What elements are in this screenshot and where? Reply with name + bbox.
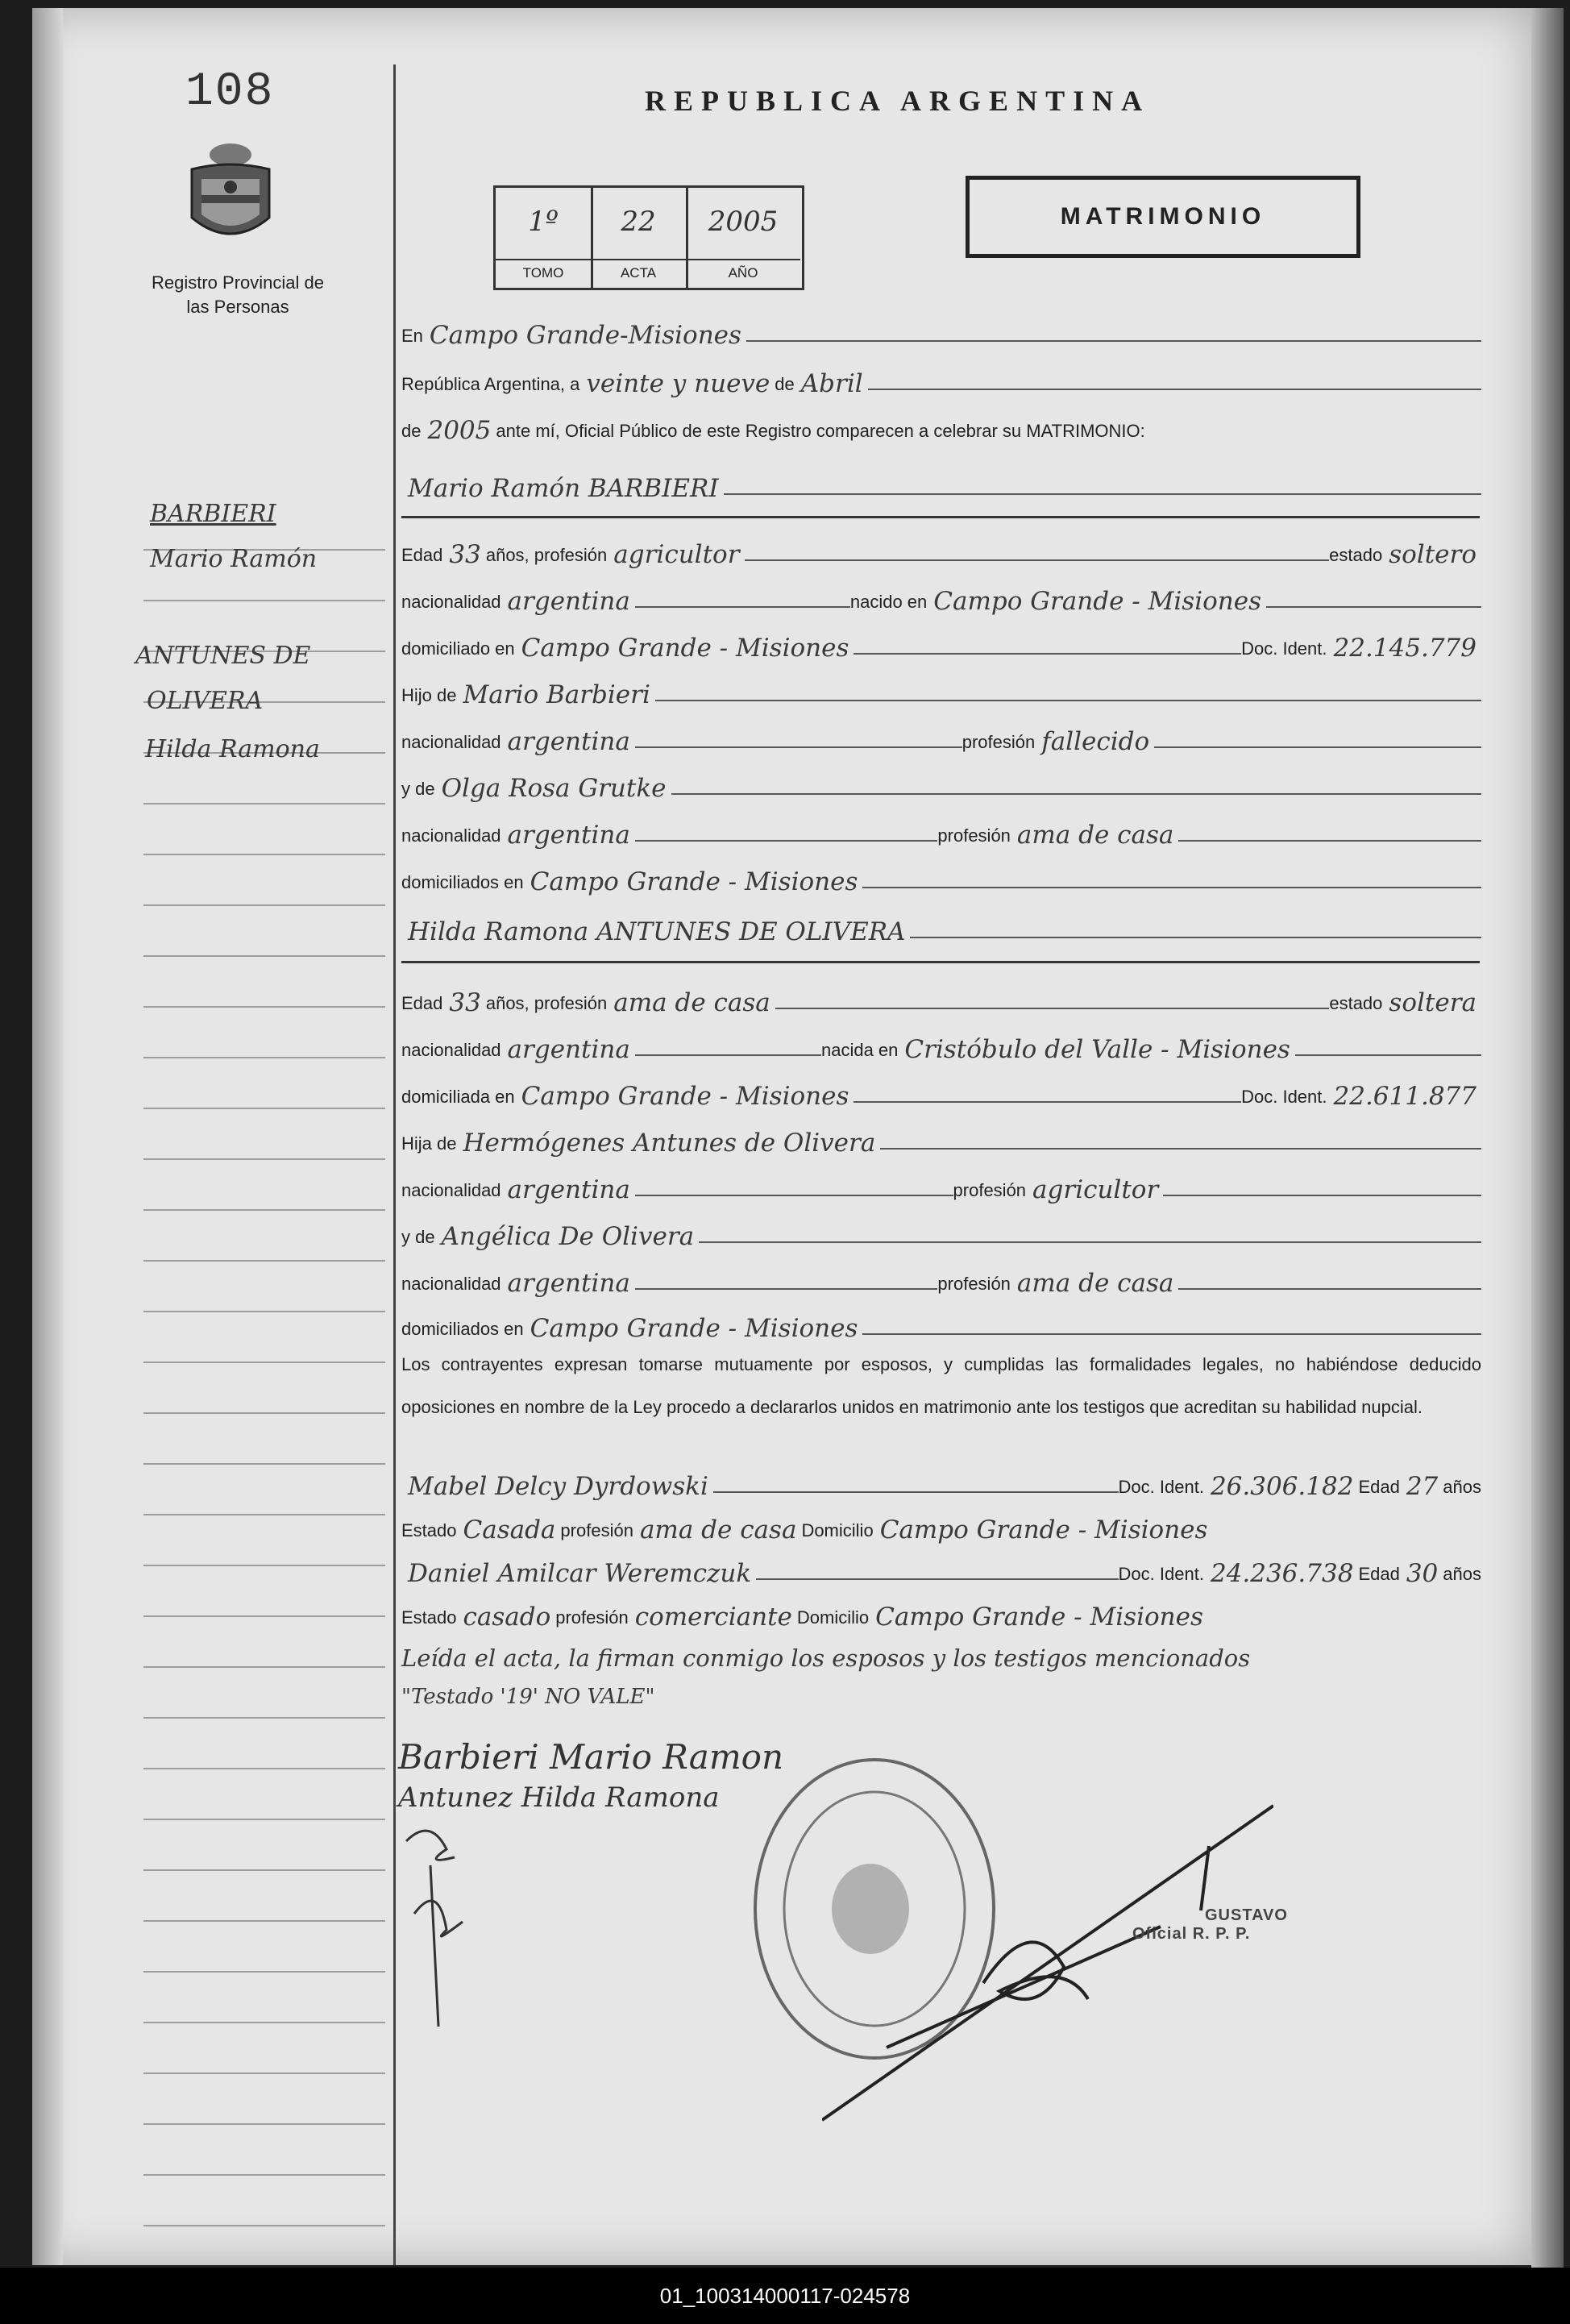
wife-doc: 22.611.877 <box>1333 1082 1477 1111</box>
label-nacionalidad: nacionalidad <box>401 592 501 612</box>
witness-2-profession: comerciante <box>634 1603 792 1632</box>
row-husband-mother <box>401 767 1481 803</box>
document-type-box <box>966 176 1360 258</box>
official-stamp-title: Oficial R. P. P. <box>1132 1925 1251 1943</box>
declaration-text: Los contrayentes expresan tomarse mutuamente por esposos, y cumplidas las formalidades legales, no habiéndose deducido oposiciones en nombre de la Ley procedo a declararlos unidos en matrimonio ante los testigos que acreditan su habilidad nupcial. <box>401 1354 1481 1417</box>
label-y-de: y de <box>401 779 435 799</box>
row-husband-mother-nat <box>401 814 1481 850</box>
label-estado: Estado <box>401 1520 457 1540</box>
acta-value: 22 <box>621 206 656 238</box>
closing-note: Leída el acta, la firman conmigo los esposos y los testigos mencionados <box>401 1644 1251 1672</box>
witness-1-age: 27 <box>1406 1472 1439 1501</box>
row-wife-father-nat <box>401 1169 1481 1204</box>
acta-cell <box>591 188 688 288</box>
row-wife-mother <box>401 1216 1481 1251</box>
record-number-box <box>493 185 804 290</box>
marriage-place: Campo Grande-Misiones <box>429 321 741 350</box>
row-wife-mother-nat <box>401 1262 1481 1298</box>
row-husband-father-nat <box>401 721 1481 756</box>
page-binding <box>32 8 63 2265</box>
wife-status: soltera <box>1389 988 1477 1017</box>
wife-domicile: Campo Grande - Misiones <box>521 1082 849 1111</box>
label-hija: Hija de <box>401 1133 457 1154</box>
wife-full-name: Hilda Ramona ANTUNES DE OLIVERA <box>408 917 906 946</box>
witness-2-age: 30 <box>1406 1559 1439 1588</box>
label-estado: Estado <box>401 1607 457 1628</box>
witness-1-domicile: Campo Grande - Misiones <box>879 1515 1208 1544</box>
label-hijo: Hijo de <box>401 685 457 705</box>
margin-wife-names: Hilda Ramona <box>145 735 320 763</box>
margin-wife-surname-2: OLIVERA <box>147 687 264 715</box>
label-edad: Edad <box>401 545 443 565</box>
official-signature-icon <box>822 1798 1273 2128</box>
label-domiciliado: domiciliado en <box>401 638 515 659</box>
official-stamp-text <box>1020 1906 1288 1944</box>
label-profesion: profesión <box>962 732 1036 752</box>
label-domiciliados: domiciliados en <box>401 872 524 892</box>
wife-birthplace: Cristóbulo del Valle - Misiones <box>904 1035 1290 1064</box>
wife-mother: Angélica De Olivera <box>441 1222 695 1251</box>
row-wife-domicile <box>401 1075 1481 1111</box>
row-wife-parents-domicile <box>401 1308 1481 1343</box>
label-domicilio: Domicilio <box>801 1520 874 1540</box>
row-place <box>401 314 1481 350</box>
margin-divider <box>393 64 396 2265</box>
label-edad: Edad <box>1358 1564 1400 1584</box>
wife-mother-profession: ama de casa <box>1016 1269 1174 1298</box>
label-nacionalidad: nacionalidad <box>401 732 501 752</box>
witness-1-status: Casada <box>463 1515 556 1544</box>
label-nacionalidad: nacionalidad <box>401 1180 501 1200</box>
intro-text: ante mí, Oficial Público de este Registro comparecen a celebrar su MATRIMONIO: <box>496 421 1145 441</box>
husband-signature: Barbieri Mario Ramon <box>398 1737 783 1777</box>
row-year <box>401 410 1481 445</box>
label-edad: Edad <box>401 993 443 1013</box>
country-title: REPUBLICA ARGENTINA <box>645 85 1151 117</box>
row-husband-domicile <box>401 627 1481 663</box>
label-doc: Doc. Ident. <box>1118 1564 1204 1584</box>
anio-label: AÑO <box>686 259 800 281</box>
wife-father-nationality: argentina <box>507 1175 630 1204</box>
label-anos-profesion: años, profesión <box>485 993 608 1013</box>
label-profesion: profesión <box>560 1520 633 1540</box>
row-husband-name <box>401 468 1481 503</box>
label-nacida: nacida en <box>820 1040 899 1060</box>
husband-mother-profession: ama de casa <box>1016 821 1174 850</box>
folio-number: 108 <box>185 66 275 118</box>
label-de: de <box>775 374 795 394</box>
husband-status: soltero <box>1389 540 1477 569</box>
husband-father: Mario Barbieri <box>463 680 650 709</box>
margin-husband-surname: BARBIERI <box>150 500 276 528</box>
anio-cell <box>686 188 800 288</box>
wife-parents-domicile: Campo Grande - Misiones <box>530 1314 858 1343</box>
label-y-de: y de <box>401 1227 435 1247</box>
row-wife-name <box>401 911 1481 946</box>
row-wife-nationality <box>401 1029 1481 1064</box>
witness-1-name: Mabel Delcy Dyrdowski <box>408 1472 708 1501</box>
anio-value: 2005 <box>708 206 779 238</box>
marriage-year: 2005 <box>427 416 492 445</box>
label-profesion: profesión <box>937 1274 1011 1294</box>
label-edad: Edad <box>1358 1477 1400 1497</box>
section-separator <box>401 516 1480 518</box>
image-id-footer: 01_100314000117-024578 <box>0 2268 1570 2324</box>
label-domiciliada: domiciliada en <box>401 1087 515 1107</box>
section-separator <box>401 961 1480 963</box>
husband-domicile: Campo Grande - Misiones <box>521 634 849 663</box>
wife-age: 33 <box>449 988 481 1017</box>
label-en: En <box>401 326 423 346</box>
marriage-day: veinte y nueve <box>586 369 770 398</box>
label-profesion: profesión <box>953 1180 1027 1200</box>
row-wife-age <box>401 982 1481 1017</box>
witness-2-name: Daniel Amilcar Weremczuk <box>408 1559 752 1588</box>
witness-2-doc: 24.236.738 <box>1210 1559 1354 1588</box>
wife-father: Hermógenes Antunes de Olivera <box>463 1129 876 1158</box>
label-doc: Doc. Ident. <box>1241 638 1327 659</box>
label-anos: años <box>1443 1477 1481 1497</box>
label-estado: estado <box>1329 993 1383 1013</box>
husband-full-name: Mario Ramón BARBIERI <box>408 474 719 503</box>
row-date <box>401 363 1481 398</box>
row-witness-1-details <box>401 1509 1481 1544</box>
row-witness-1 <box>401 1465 1481 1501</box>
row-husband-parents-domicile <box>401 861 1481 896</box>
husband-age: 33 <box>449 540 481 569</box>
row-husband-age <box>401 534 1481 569</box>
tomo-value: 1º <box>528 206 559 238</box>
husband-parents-domicile: Campo Grande - Misiones <box>530 867 858 896</box>
husband-father-profession: fallecido <box>1041 727 1150 756</box>
wife-nationality: argentina <box>507 1035 630 1064</box>
wife-mother-nationality: argentina <box>507 1269 630 1298</box>
label-republica: República Argentina, a <box>401 374 580 394</box>
label-nacido: nacido en <box>849 592 928 612</box>
row-witness-2 <box>401 1553 1481 1588</box>
label-profesion: profesión <box>937 825 1011 846</box>
label-estado: estado <box>1329 545 1383 565</box>
husband-birthplace: Campo Grande - Misiones <box>933 587 1261 616</box>
tomo-label: TOMO <box>496 259 591 281</box>
label-nacionalidad: nacionalidad <box>401 825 501 846</box>
witness-signatures-icon <box>398 1817 527 2059</box>
registry-name: Registro Provincial de las Personas <box>152 272 324 317</box>
label-nacionalidad: nacionalidad <box>401 1040 501 1060</box>
document-type: MATRIMONIO <box>1060 203 1266 230</box>
husband-mother: Olga Rosa Grutke <box>441 774 667 803</box>
marriage-month: Abril <box>800 369 863 398</box>
label-nacionalidad: nacionalidad <box>401 1274 501 1294</box>
label-domiciliados: domiciliados en <box>401 1319 524 1339</box>
wife-profession: ama de casa <box>613 988 770 1017</box>
page-edge <box>1531 8 1564 2297</box>
husband-father-nationality: argentina <box>507 727 630 756</box>
row-witness-2-details <box>401 1596 1481 1632</box>
witness-2-status: casado <box>463 1603 551 1632</box>
label-doc: Doc. Ident. <box>1241 1087 1327 1107</box>
label-anos-profesion: años, profesión <box>485 545 608 565</box>
label-profesion: profesión <box>555 1607 629 1628</box>
husband-nationality: argentina <box>507 587 630 616</box>
label-doc: Doc. Ident. <box>1118 1477 1204 1497</box>
wife-father-profession: agricultor <box>1032 1175 1159 1204</box>
row-husband-nationality <box>401 580 1481 616</box>
wife-signature: Antunez Hilda Ramona <box>398 1781 720 1814</box>
witness-2-domicile: Campo Grande - Misiones <box>875 1603 1203 1632</box>
witness-1-profession: ama de casa <box>639 1515 797 1544</box>
label-domicilio: Domicilio <box>796 1607 870 1628</box>
husband-profession: agricultor <box>613 540 740 569</box>
row-husband-father <box>401 674 1481 709</box>
margin-wife-surname-1: ANTUNES DE <box>135 642 311 670</box>
husband-doc: 22.145.779 <box>1333 634 1477 663</box>
witness-1-doc: 26.306.182 <box>1210 1472 1354 1501</box>
row-wife-father <box>401 1122 1481 1158</box>
label-de-year: de <box>401 421 422 441</box>
label-anos: años <box>1443 1564 1481 1584</box>
acta-label: ACTA <box>591 259 686 281</box>
tomo-cell <box>496 188 593 288</box>
correction-note: "Testado '19' NO VALE" <box>401 1685 655 1709</box>
husband-mother-nationality: argentina <box>507 821 630 850</box>
margin-husband-names: Mario Ramón <box>150 545 318 573</box>
official-stamp-name: GUSTAVO <box>1205 1906 1288 1924</box>
coat-of-arms-icon <box>185 137 276 250</box>
